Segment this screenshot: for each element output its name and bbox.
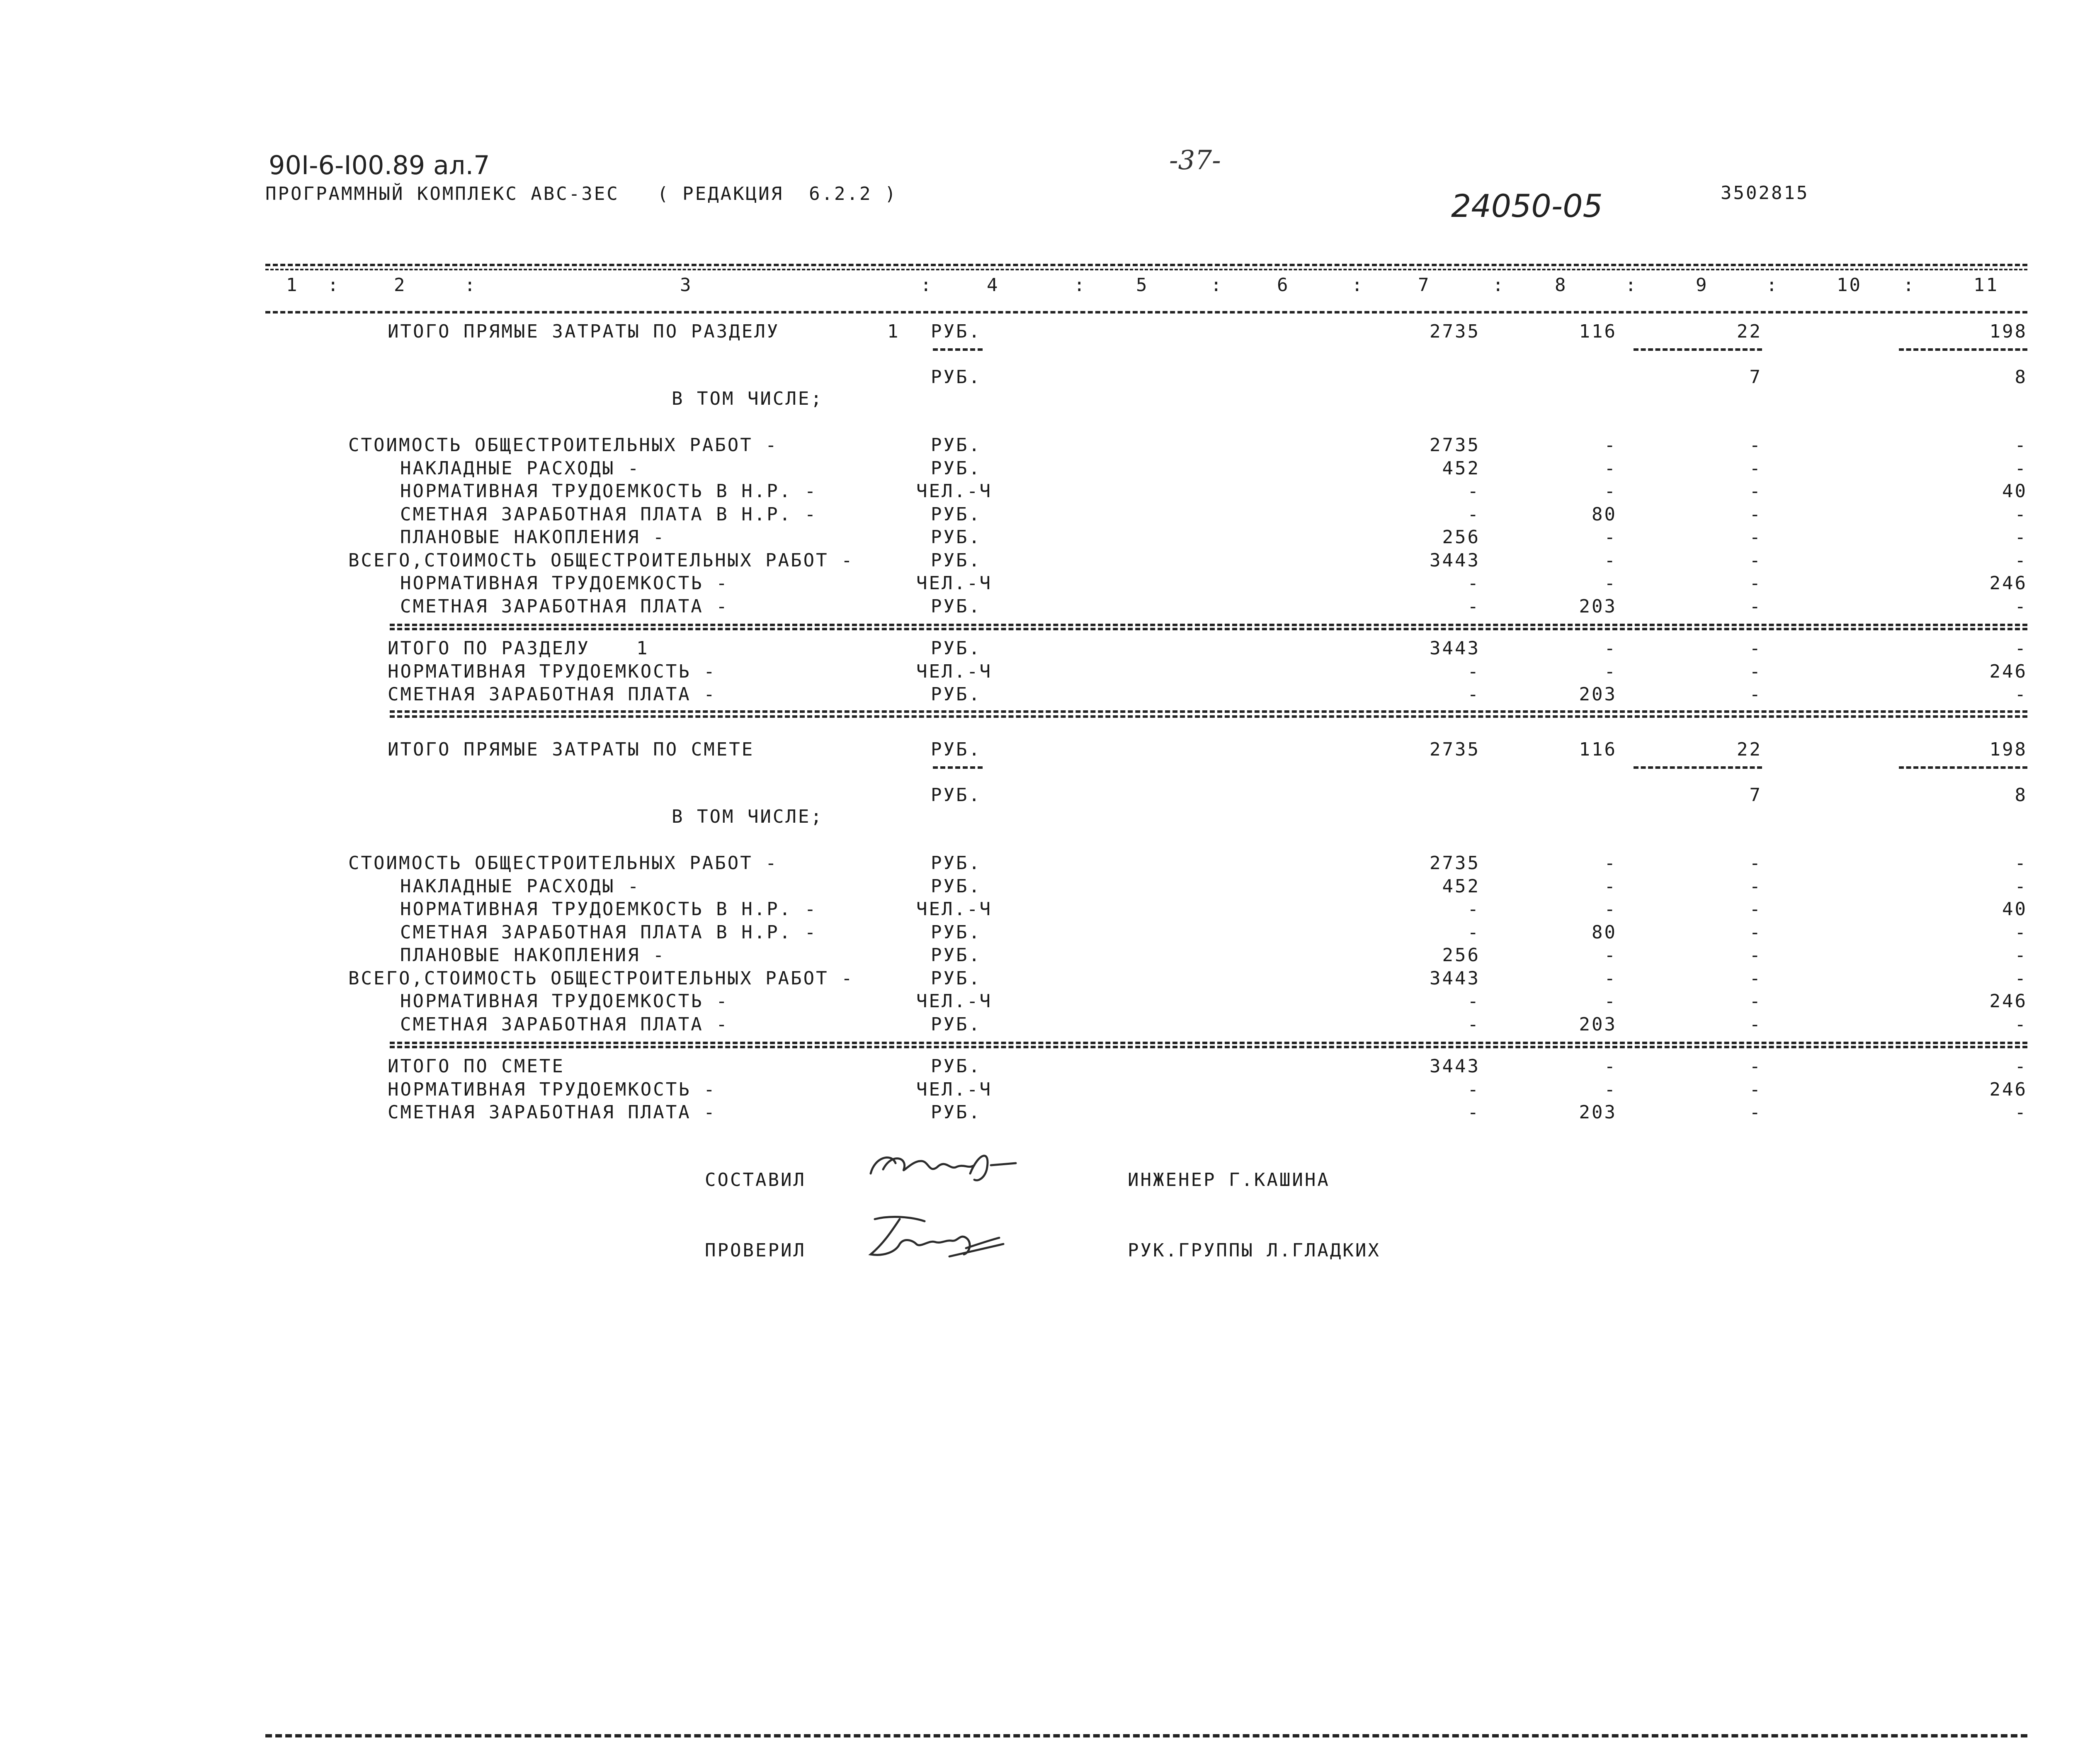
col7-value: 3443	[1430, 967, 1480, 989]
header-rule-bottom	[265, 311, 2027, 313]
unit: ЧЕЛ.-Ч	[916, 661, 992, 682]
row-label: ИТОГО ПО СМЕТЕ	[388, 1056, 565, 1077]
unit: РУБ.	[931, 1102, 981, 1123]
col9-value: -	[1749, 527, 1762, 548]
unit: РУБ.	[931, 527, 981, 548]
sub-total-row	[0, 784, 2073, 807]
col11-value: -	[2015, 638, 2027, 659]
col11-value: 40	[2002, 481, 2027, 502]
col8-value: 203	[1579, 1013, 1617, 1035]
col9-value: -	[1749, 1102, 1762, 1123]
column-separator: :	[1493, 275, 1505, 296]
column-separator: :	[328, 275, 340, 296]
col8-value: -	[1604, 967, 1617, 989]
col11-value: 246	[1989, 661, 2027, 682]
col7-value: 256	[1442, 945, 1480, 966]
unit: РУБ.	[931, 1013, 981, 1035]
total-row	[0, 683, 2073, 706]
unit: РУБ.	[931, 739, 981, 760]
including-heading	[0, 805, 2073, 829]
program-title: ПРОГРАММНЫЙ КОМПЛЕКС АВС-3ЕС ( РЕДАКЦИЯ 6.2.2 )	[265, 183, 898, 204]
col11-value: -	[2015, 435, 2027, 456]
total-row	[0, 637, 2073, 660]
col11-value: -	[2015, 967, 2027, 989]
total-row	[0, 1055, 2073, 1078]
row-label: ПЛАНОВЫЕ НАКОПЛЕНИЯ -	[400, 527, 666, 548]
table-row	[0, 503, 2073, 526]
section-rule-2	[390, 628, 2027, 630]
row-label: СМЕТНАЯ ЗАРАБОТНАЯ ПЛАТА -	[388, 684, 716, 705]
signature-role: СОСТАВИЛ	[705, 1169, 806, 1191]
table-row	[0, 434, 2073, 457]
signatory-name: ИНЖЕНЕР Г.КАШИНА	[1128, 1169, 1330, 1191]
section-number: 1	[636, 638, 649, 659]
column-number-4: 4	[987, 275, 1000, 296]
col11-value: 246	[1989, 1079, 2027, 1100]
col9-value: 7	[1749, 785, 1762, 806]
col8-value: -	[1604, 435, 1617, 456]
unit: РУБ.	[931, 503, 981, 525]
unit: РУБ.	[931, 785, 981, 806]
col7-value: 2735	[1430, 321, 1480, 342]
handwritten-signature	[867, 1144, 1024, 1198]
col11-value: -	[2015, 1102, 2027, 1123]
signatory-name: РУК.ГРУППЫ Л.ГЛАДКИХ	[1128, 1240, 1381, 1261]
section-rule-2	[390, 1046, 2027, 1048]
column-number-3: 3	[680, 275, 693, 296]
col8-value: -	[1604, 638, 1617, 659]
column-number-9: 9	[1696, 275, 1709, 296]
table-row	[0, 1013, 2073, 1036]
col7-value: -	[1467, 1102, 1480, 1123]
unit: РУБ.	[931, 875, 981, 897]
table-row	[0, 526, 2073, 549]
unit: РУБ.	[931, 595, 981, 617]
column-separator: :	[1074, 275, 1087, 296]
unit-underline	[933, 766, 983, 769]
col9-value: -	[1749, 549, 1762, 571]
including-label: В ТОМ ЧИСЛЕ;	[672, 806, 823, 827]
col11-value: 246	[1989, 573, 2027, 594]
unit: РУБ.	[931, 967, 981, 989]
row-label: СМЕТНАЯ ЗАРАБОТНАЯ ПЛАТА -	[388, 1102, 716, 1123]
col7-value: -	[1467, 481, 1480, 502]
col11-value: -	[2015, 684, 2027, 705]
col7-value: -	[1467, 899, 1480, 920]
table-row	[0, 457, 2073, 480]
col8-value: -	[1604, 1056, 1617, 1077]
column-number-5: 5	[1136, 275, 1149, 296]
row-label: НОРМАТИВНАЯ ТРУДОЕМКОСТЬ -	[388, 1079, 716, 1100]
header-rule-top	[265, 264, 2027, 266]
direct-costs-total-row	[0, 738, 2073, 761]
col7-value: -	[1467, 921, 1480, 943]
col11-value: 8	[2015, 367, 2027, 388]
col9-value: -	[1749, 1079, 1762, 1100]
col9-value: -	[1749, 595, 1762, 617]
unit: РУБ.	[931, 549, 981, 571]
table-row	[0, 852, 2073, 875]
unit: РУБ.	[931, 367, 981, 388]
col11-value: 246	[1989, 991, 2027, 1012]
registration-number: 3502815	[1721, 182, 1809, 204]
row-label: НАКЛАДНЫЕ РАСХОДЫ -	[400, 875, 641, 897]
unit: РУБ.	[931, 945, 981, 966]
col7-value: 2735	[1430, 435, 1480, 456]
unit: РУБ.	[931, 1056, 981, 1077]
row-label: ВСЕГО,СТОИМОСТЬ ОБЩЕСТРОИТЕЛЬНЫХ РАБОТ -	[348, 549, 854, 571]
row-label: СТОИМОСТЬ ОБЩЕСТРОИТЕЛЬНЫХ РАБОТ -	[348, 853, 778, 874]
col8-value: 80	[1592, 503, 1617, 525]
col8-value: -	[1604, 875, 1617, 897]
col11-value: -	[2015, 921, 2027, 943]
unit: ЧЕЛ.-Ч	[916, 481, 992, 502]
row-label: ИТОГО ПО РАЗДЕЛУ	[388, 638, 590, 659]
row-label: СМЕТНАЯ ЗАРАБОТНАЯ ПЛАТА -	[400, 1013, 729, 1035]
col7-value: -	[1467, 661, 1480, 682]
col9-value: -	[1749, 967, 1762, 989]
col9-value: -	[1749, 853, 1762, 874]
table-row	[0, 480, 2073, 503]
row-label: НОРМАТИВНАЯ ТРУДОЕМКОСТЬ -	[400, 991, 729, 1012]
col11-value: -	[2015, 595, 2027, 617]
row-label: НОРМАТИВНАЯ ТРУДОЕМКОСТЬ -	[388, 661, 716, 682]
row-label: ПЛАНОВЫЕ НАКОПЛЕНИЯ -	[400, 945, 666, 966]
unit: ЧЕЛ.-Ч	[916, 1079, 992, 1100]
col11-value: -	[2015, 457, 2027, 479]
column-separator: :	[920, 275, 933, 296]
col9-value: -	[1749, 638, 1762, 659]
table-row	[0, 898, 2073, 921]
col7-value: 3443	[1430, 638, 1480, 659]
column-number-8: 8	[1555, 275, 1568, 296]
table-row	[0, 990, 2073, 1013]
column-separator: :	[1625, 275, 1638, 296]
including-heading	[0, 387, 2073, 411]
col9-value: -	[1749, 684, 1762, 705]
unit: РУБ.	[931, 321, 981, 342]
unit: РУБ.	[931, 435, 981, 456]
col11-value: -	[2015, 945, 2027, 966]
column-number-7: 7	[1418, 275, 1431, 296]
column-separator: :	[464, 275, 477, 296]
document-code: 90I-6-I00.89 ал.7	[269, 150, 490, 180]
col8-value: -	[1604, 991, 1617, 1012]
row-label: СМЕТНАЯ ЗАРАБОТНАЯ ПЛАТА В Н.Р. -	[400, 503, 818, 525]
unit-underline	[933, 348, 983, 351]
col11-underline	[1899, 348, 2027, 351]
col9-value: -	[1749, 899, 1762, 920]
handwritten-signature	[867, 1215, 1024, 1269]
col11-value: -	[2015, 1056, 2027, 1077]
col8-value: 116	[1579, 321, 1617, 342]
column-separator: :	[1903, 275, 1916, 296]
unit: ЧЕЛ.-Ч	[916, 991, 992, 1012]
unit: ЧЕЛ.-Ч	[916, 573, 992, 594]
col9-value: -	[1749, 503, 1762, 525]
total-row	[0, 1078, 2073, 1101]
table-row	[0, 875, 2073, 898]
col11-value: -	[2015, 527, 2027, 548]
col11-value: -	[2015, 1013, 2027, 1035]
col8-value: -	[1604, 527, 1617, 548]
row-label: ИТОГО ПРЯМЫЕ ЗАТРАТЫ ПО РАЗДЕЛУ	[388, 321, 780, 342]
col7-value: -	[1467, 595, 1480, 617]
col9-value: 22	[1737, 739, 1762, 760]
table-row	[0, 549, 2073, 572]
col7-value: 452	[1442, 875, 1480, 897]
total-row	[0, 660, 2073, 683]
col9-value: -	[1749, 1013, 1762, 1035]
col7-value: -	[1467, 1013, 1480, 1035]
section-end-rule-2	[390, 715, 2027, 718]
header-rule-top-2	[265, 269, 2027, 270]
col11-value: -	[2015, 549, 2027, 571]
col8-value: -	[1604, 573, 1617, 594]
bottom-edge-marks	[265, 1734, 2027, 1737]
table-row	[0, 967, 2073, 990]
col7-value: 3443	[1430, 1056, 1480, 1077]
column-header-row	[0, 274, 2073, 297]
row-label: НОРМАТИВНАЯ ТРУДОЕМКОСТЬ В Н.Р. -	[400, 481, 818, 502]
col11-value: 198	[1989, 321, 2027, 342]
col8-value: -	[1604, 549, 1617, 571]
unit: РУБ.	[931, 684, 981, 705]
section-number: 1	[887, 321, 900, 342]
col7-value: -	[1467, 573, 1480, 594]
col9-value: -	[1749, 435, 1762, 456]
row-label: НАКЛАДНЫЕ РАСХОДЫ -	[400, 457, 641, 479]
col11-value: 198	[1989, 739, 2027, 760]
col9-value: -	[1749, 573, 1762, 594]
col7-value: -	[1467, 684, 1480, 705]
row-label: ВСЕГО,СТОИМОСТЬ ОБЩЕСТРОИТЕЛЬНЫХ РАБОТ -	[348, 967, 854, 989]
unit: РУБ.	[931, 921, 981, 943]
col9-underline	[1634, 348, 1762, 351]
col11-value: 40	[2002, 899, 2027, 920]
col11-value: -	[2015, 875, 2027, 897]
col9-value: -	[1749, 457, 1762, 479]
col9-value: -	[1749, 945, 1762, 966]
col8-value: -	[1604, 899, 1617, 920]
signature-role: ПРОВЕРИЛ	[705, 1240, 806, 1261]
row-label: СТОИМОСТЬ ОБЩЕСТРОИТЕЛЬНЫХ РАБОТ -	[348, 435, 778, 456]
col8-value: 116	[1579, 739, 1617, 760]
column-number-1: 1	[286, 275, 299, 296]
column-number-10: 10	[1837, 275, 1862, 296]
col7-value: 2735	[1430, 739, 1480, 760]
unit: РУБ.	[931, 638, 981, 659]
section-end-rule	[390, 710, 2027, 713]
col9-value: 7	[1749, 367, 1762, 388]
table-row	[0, 595, 2073, 618]
col11-value: -	[2015, 853, 2027, 874]
unit: ЧЕЛ.-Ч	[916, 899, 992, 920]
col8-value: -	[1604, 1079, 1617, 1100]
row-label: НОРМАТИВНАЯ ТРУДОЕМКОСТЬ -	[400, 573, 729, 594]
column-separator: :	[1352, 275, 1364, 296]
column-number-11: 11	[1973, 275, 1999, 296]
col8-value: 203	[1579, 595, 1617, 617]
table-row	[0, 944, 2073, 967]
row-label: НОРМАТИВНАЯ ТРУДОЕМКОСТЬ В Н.Р. -	[400, 899, 818, 920]
stamp-number: 24050-05	[1451, 187, 1603, 224]
total-row	[0, 1101, 2073, 1124]
col11-underline	[1899, 766, 2027, 769]
col7-value: 256	[1442, 527, 1480, 548]
col9-value: -	[1749, 921, 1762, 943]
section-rule	[390, 1042, 2027, 1044]
col7-value: -	[1467, 991, 1480, 1012]
col8-value: -	[1604, 945, 1617, 966]
col8-value: 203	[1579, 684, 1617, 705]
col9-value: -	[1749, 1056, 1762, 1077]
including-label: В ТОМ ЧИСЛЕ;	[672, 388, 823, 409]
sub-total-row	[0, 366, 2073, 389]
unit: РУБ.	[931, 853, 981, 874]
col9-value: -	[1749, 991, 1762, 1012]
row-label: СМЕТНАЯ ЗАРАБОТНАЯ ПЛАТА -	[400, 595, 729, 617]
direct-costs-total-row	[0, 320, 2073, 343]
col8-value: -	[1604, 457, 1617, 479]
col7-value: 3443	[1430, 549, 1480, 571]
col7-value: 2735	[1430, 853, 1480, 874]
column-number-6: 6	[1277, 275, 1290, 296]
table-row	[0, 921, 2073, 944]
row-label: СМЕТНАЯ ЗАРАБОТНАЯ ПЛАТА В Н.Р. -	[400, 921, 818, 943]
col7-value: -	[1467, 1079, 1480, 1100]
row-label: ИТОГО ПРЯМЫЕ ЗАТРАТЫ ПО СМЕТЕ	[388, 739, 755, 760]
column-number-2: 2	[394, 275, 407, 296]
col9-value: -	[1749, 661, 1762, 682]
col8-value: 203	[1579, 1102, 1617, 1123]
col8-value: -	[1604, 481, 1617, 502]
unit: РУБ.	[931, 457, 981, 479]
table-row	[0, 572, 2073, 595]
page-number: -37-	[1169, 145, 1221, 176]
col11-value: 8	[2015, 785, 2027, 806]
section-rule	[390, 624, 2027, 626]
column-separator: :	[1766, 275, 1779, 296]
col7-value: -	[1467, 503, 1480, 525]
col8-value: 80	[1592, 921, 1617, 943]
col7-value: 452	[1442, 457, 1480, 479]
column-separator: :	[1211, 275, 1223, 296]
col9-value: -	[1749, 875, 1762, 897]
col9-value: 22	[1737, 321, 1762, 342]
col9-underline	[1634, 766, 1762, 769]
col9-value: -	[1749, 481, 1762, 502]
col8-value: -	[1604, 853, 1617, 874]
col11-value: -	[2015, 503, 2027, 525]
col8-value: -	[1604, 661, 1617, 682]
